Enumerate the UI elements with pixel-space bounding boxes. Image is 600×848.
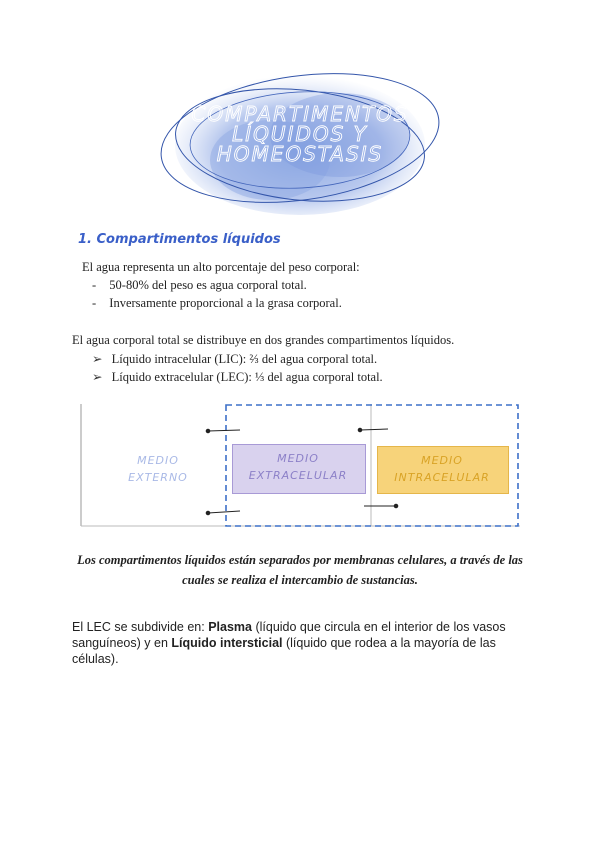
distribution-text: El agua corporal total se distribuye en dos grandes compartimentos líquidos. (72, 333, 455, 347)
arrow (358, 428, 388, 432)
item-marker: - (92, 278, 97, 292)
item-text: Líquido extracelular (LEC): ⅓ del agua corporal total. (111, 370, 383, 384)
item-text: Líquido intracelular (LIC): ⅔ del agua corporal total. (111, 352, 378, 366)
compartments-diagram (80, 404, 520, 529)
arrow (206, 511, 240, 515)
intro-text: El agua representa un alto porcentaje del peso corporal: (82, 260, 360, 274)
lec-prefix: El LEC se subdivide en: (72, 620, 209, 634)
intersticial-desc: (líquido que rodea a la mayoría de las células). (72, 636, 496, 666)
intersticial-term: Líquido intersticial (171, 636, 283, 650)
intracellular-medium-label: MEDIO INTRACELULAR (394, 454, 490, 484)
lec-paragraph (72, 619, 512, 667)
item-text: Inversamente proporcional a la grasa corporal. (109, 296, 342, 310)
arrow (206, 429, 240, 433)
section-title (78, 232, 281, 247)
external-medium-label: MEDIO EXTERNO (128, 454, 188, 484)
item-marker: ➢ (92, 352, 103, 366)
arrow (364, 504, 398, 508)
item-marker: ➢ (92, 370, 103, 384)
distribution-item (92, 369, 383, 385)
plasma-desc: (líquido que circula en el interior de los vasos sanguíneos) y en (72, 620, 506, 650)
extracellular-medium-label: MEDIO EXTRACELULAR (248, 452, 348, 482)
header-title-line-1: COMPARTIMENTOS (191, 102, 409, 126)
item-text: 50-80% del peso es agua corporal total. (109, 278, 307, 292)
header-title-line-3: HOMEOSTASIS (216, 142, 384, 166)
item-marker: - (92, 296, 97, 310)
membranes-caption: Los compartimentos líquidos están separados por membranas celulares, a través de las cuales se realiza el intercambio de sustancias. (77, 553, 523, 587)
distribution-item (92, 351, 377, 367)
section-title-text: Compartimentos líquidos (96, 232, 281, 247)
plasma-term: Plasma (208, 620, 252, 634)
intro-item (92, 296, 342, 311)
intro-item (92, 278, 307, 293)
section-number: 1. (78, 232, 92, 247)
header-title-line-2: LÍQUIDOS Y (232, 122, 368, 146)
